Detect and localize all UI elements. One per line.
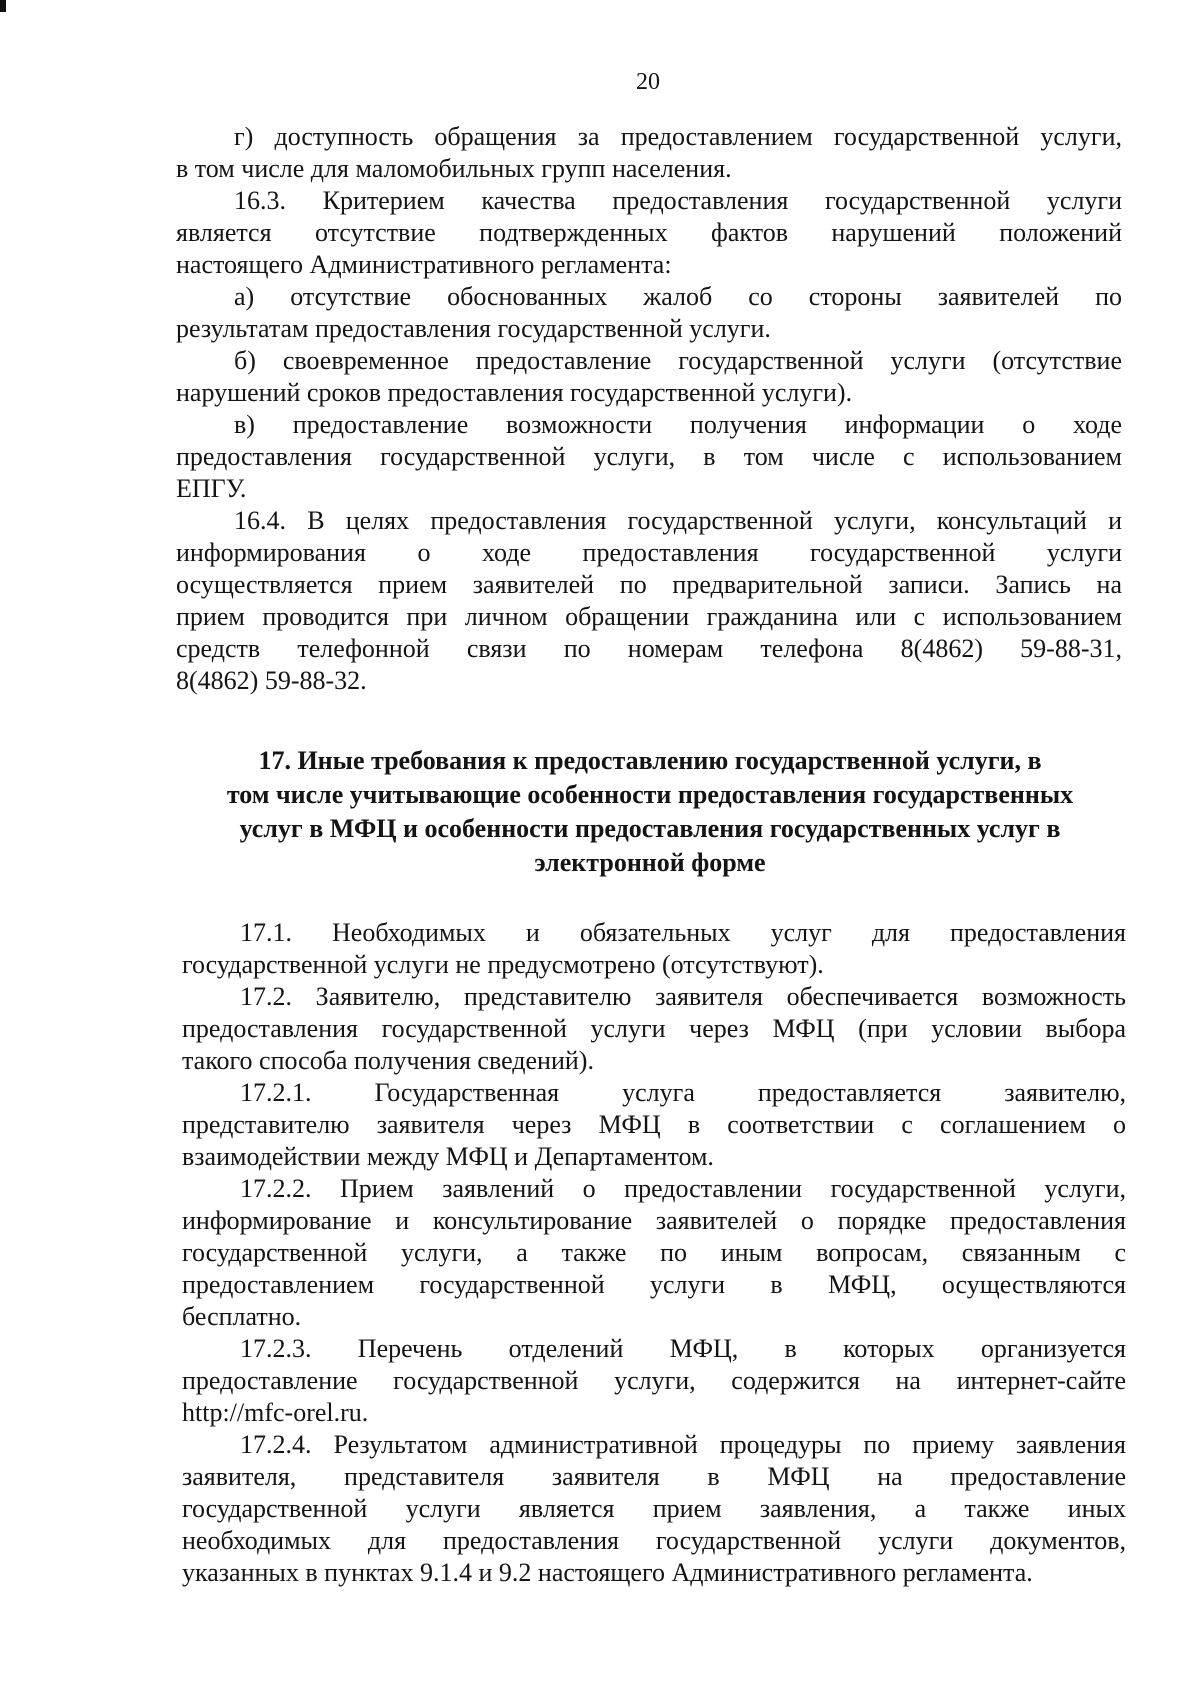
text-line: 17.2.4. Результатом административной процедуры по приему заявления [240,1430,1126,1459]
page-number: 20 [636,69,660,95]
text-line: информирование и консультирование заявителей о порядке предоставления [182,1206,1126,1235]
text-line: является отсутствие подтвержденных фактов нарушений положений [176,218,1122,247]
heading-line: электронной форме [534,848,766,877]
text-line: 17.2.2. Прием заявлений о предоставлении государственной услуги, [240,1174,1126,1203]
text-line: заявителя, представителя заявителя в МФЦ на предоставление [182,1462,1126,1491]
text-line: 17.2.3. Перечень отделений МФЦ, в которых организуется [240,1334,1126,1363]
text-line: 17.2.1. Государственная услуга предоставляется заявителю, [240,1078,1126,1107]
text-line: нарушений сроков предоставления государственной услуги). [176,378,853,407]
text-line: бесплатно. [182,1302,302,1331]
text-block-section-17 [182,917,1126,1589]
text-line: взаимодействии между МФЦ и Департаментом. [182,1142,714,1171]
text-line: предоставление государственной услуги, содержится на интернет-сайте [182,1366,1126,1395]
text-line: результатам предоставления государственной услуги. [176,314,771,343]
text-line: 8(4862) 59-88-32. [176,666,367,695]
text-line: представителю заявителя через МФЦ в соответствии с соглашением о [182,1110,1126,1139]
text-line: необходимых для предоставления государственной услуги документов, [182,1526,1126,1555]
text-line: государственной услуги, а также по иным вопросам, связанным с [182,1238,1126,1267]
text-line: такого способа получения сведений). [182,1046,594,1075]
text-line: а) отсутствие обоснованных жалоб со стороны заявителей по [234,282,1122,311]
text-line: 16.4. В целях предоставления государственной услуги, консультаций и [234,506,1122,535]
text-line: предоставления государственной услуги, в том числе с использованием [176,442,1122,471]
text-line: информирования о ходе предоставления государственной услуги [176,538,1122,567]
text-line: г) доступность обращения за предоставлением государственной услуги, [234,122,1122,151]
heading-line: том числе учитывающие особенности предоставления государственных [226,780,1074,809]
text-line: http://mfc-orel.ru. [182,1398,369,1427]
heading-line: услуг в МФЦ и особенности предоставления государственных услуг в [239,814,1061,843]
text-line: б) своевременное предоставление государственной услуги (отсутствие [234,346,1122,375]
text-line: осуществляется прием заявителей по предварительной записи. Запись на [176,570,1122,599]
text-line: указанных в пунктах 9.1.4 и 9.2 настоящего Административного регламента. [182,1558,1033,1587]
text-line: 17.2. Заявителю, представителю заявителя обеспечивается возможность [240,982,1126,1011]
scan-corner-mark [0,0,6,12]
text-line: предоставлением государственной услуги в МФЦ, осуществляются [182,1270,1126,1299]
text-line: государственной услуги является прием заявления, а также иных [182,1494,1126,1523]
text-line: в том числе для маломобильных групп населения. [176,154,732,183]
text-line: 17.1. Необходимых и обязательных услуг для предоставления [240,918,1126,947]
text-line: настоящего Административного регламента: [176,250,672,279]
section-17-heading [170,744,1130,880]
text-line: предоставления государственной услуги через МФЦ (при условии выбора [182,1014,1126,1043]
text-block-section-16 [176,121,1122,697]
text-line: 16.3. Критерием качества предоставления государственной услуги [234,186,1122,215]
text-line: средств телефонной связи по номерам телефона 8(4862) 59-88-31, [176,634,1122,663]
text-line: в) предоставление возможности получения информации о ходе [234,410,1122,439]
text-line: ЕПГУ. [176,474,247,503]
text-line: прием проводится при личном обращении гражданина или с использованием [176,602,1122,631]
heading-line: 17. Иные требования к предоставлению государственной услуги, в [258,746,1042,775]
text-line: государственной услуги не предусмотрено (отсутствуют). [182,950,824,979]
